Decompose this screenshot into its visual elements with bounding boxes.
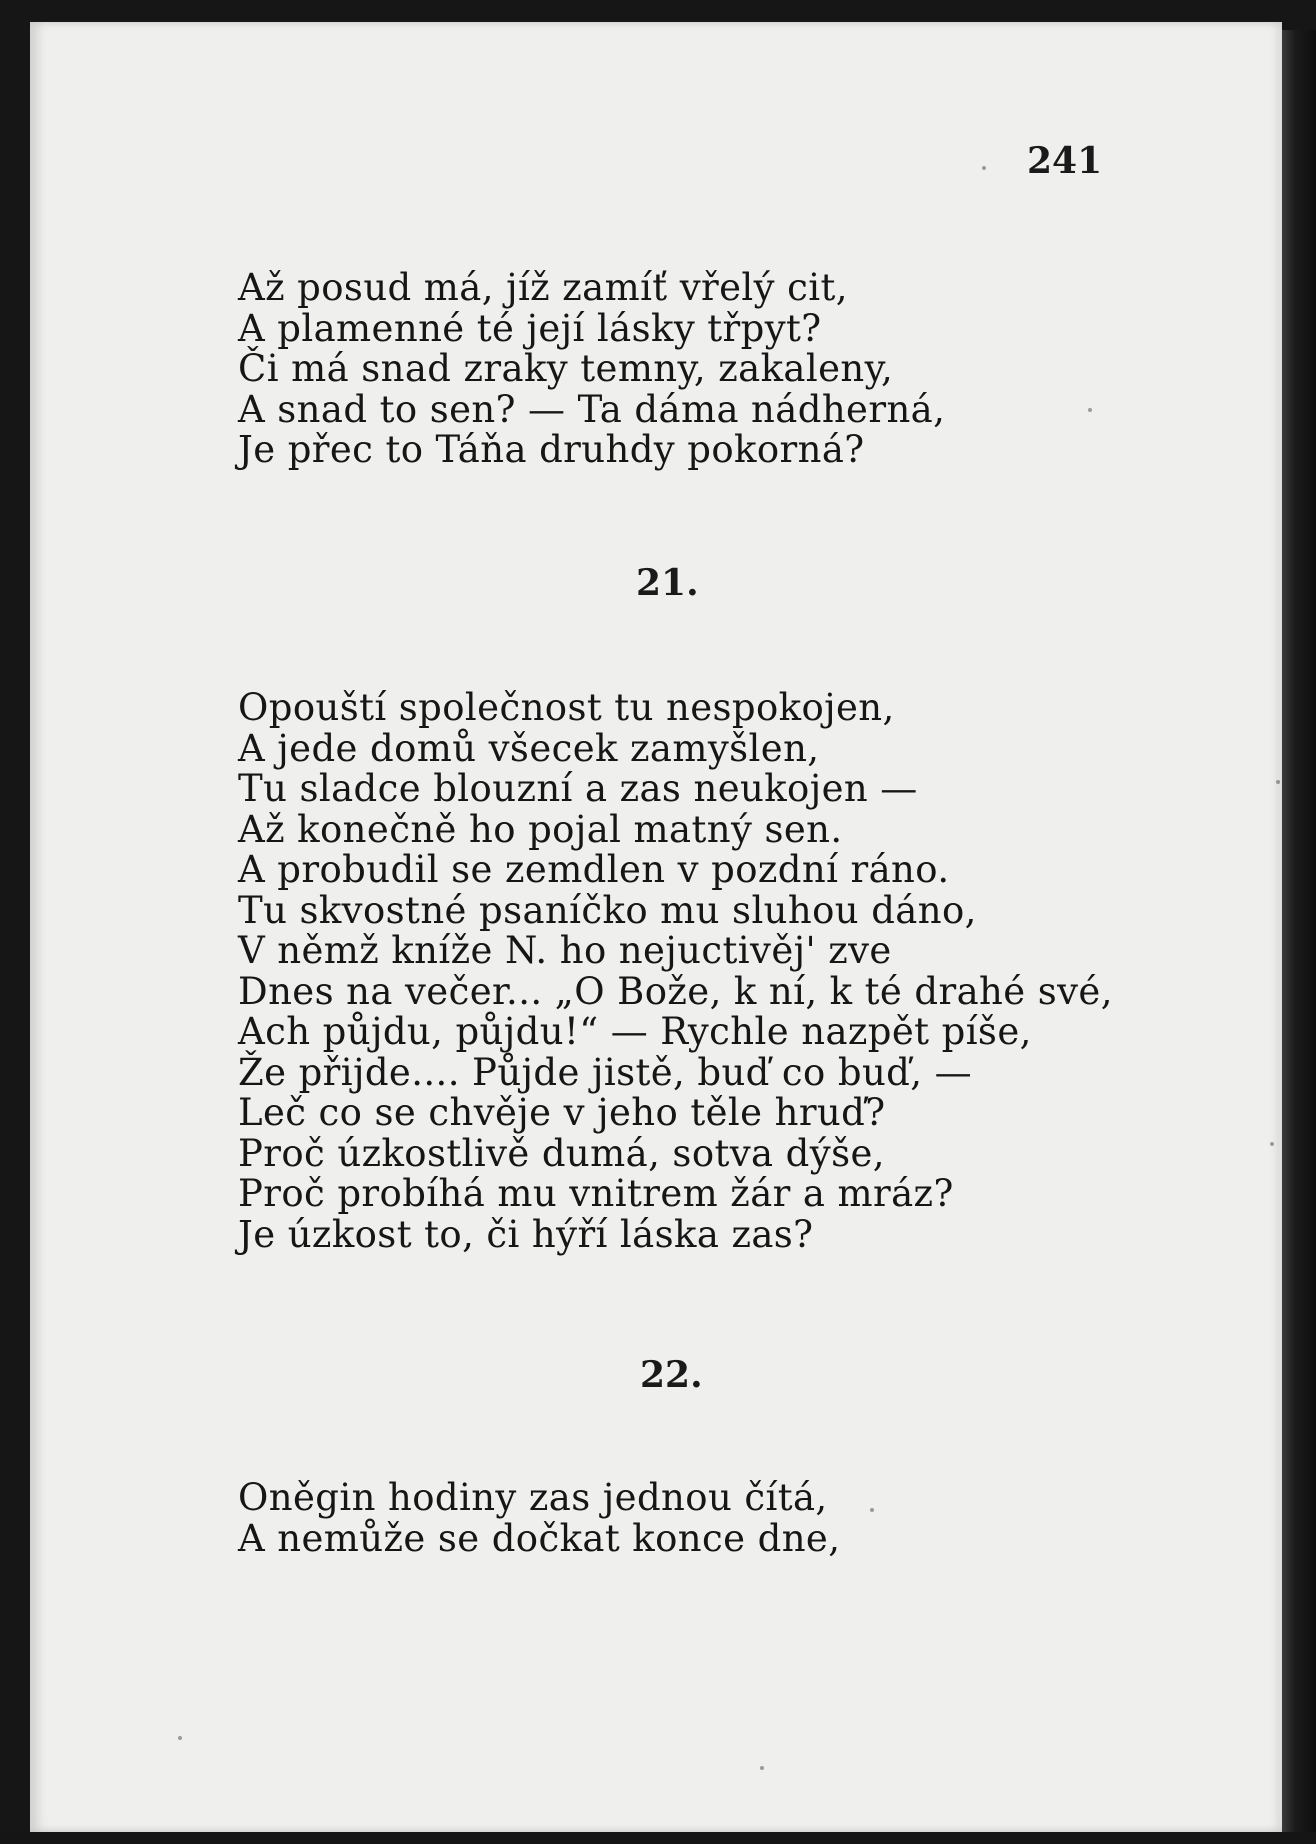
verse-line: A jede domů všecek zamyšlen, (238, 726, 820, 770)
page-bottom-edge (0, 1832, 1316, 1844)
verse-line: Je úzkost to, či hýří láska zas? (238, 1212, 814, 1256)
stanza-21 (238, 688, 1113, 1255)
page-number: 241 (1027, 140, 1103, 182)
verse-line: Oněgin hodiny zas jednou čítá, (238, 1476, 828, 1519)
verse-line: A nemůže se dočkat konce dne, (238, 1516, 841, 1560)
verse-line: A probudil se zemdlen v pozdní ráno. (238, 848, 950, 891)
paper-speck (178, 1736, 182, 1740)
verse-line: Že přijde.... Půjde jistě, buď co buď, — (238, 1050, 972, 1094)
verse-line: Ach půjdu, půjdu!“ — Rychle nazpět píše, (238, 1010, 1032, 1053)
stanza-top (238, 268, 945, 471)
paper-speck (1270, 1142, 1274, 1146)
verse-line: Dnes na večer... „O Bože, k ní, k té drahé své, (238, 969, 1113, 1013)
section-number-22: 22. (640, 1354, 703, 1396)
verse-line: Je přec to Táňa druhdy pokorná? (238, 428, 865, 471)
verse-line: V němž kníže N. ho nejuctivěj' zve (238, 929, 892, 972)
verse-line: Leč co se chvěje v jeho těle hruď? (238, 1091, 886, 1134)
verse-line: Až posud má, jíž zamíť vřelý cit, (238, 266, 848, 309)
stanza-22 (238, 1478, 840, 1559)
verse-line: Proč úzkostlivě dumá, sotva dýše, (238, 1131, 885, 1175)
verse-line: Tu skvostné psaníčko mu sluhou dáno, (238, 888, 977, 932)
section-number-21: 21. (636, 562, 699, 604)
paper-speck (760, 1766, 764, 1770)
verse-line: Či má snad zraky temny, zakaleny, (238, 347, 894, 390)
page-edge-shadow (1282, 30, 1316, 1844)
paper-speck (1276, 780, 1280, 784)
paper-speck (870, 1508, 874, 1512)
paper-speck (1088, 408, 1092, 412)
verse-line: Tu sladce blouzní a zas neukojen — (238, 767, 918, 810)
verse-line: Opouští společnost tu nespokojen, (238, 686, 895, 729)
verse-line: A snad to sen? — Ta dáma nádherná, (238, 387, 946, 431)
verse-line: Proč probíhá mu vnitrem žár a mráz? (238, 1172, 954, 1215)
verse-line: Až konečně ho pojal matný sen. (238, 807, 843, 851)
verse-line: A plamenné té její lásky třpyt? (238, 306, 822, 350)
paper-speck (982, 166, 986, 170)
